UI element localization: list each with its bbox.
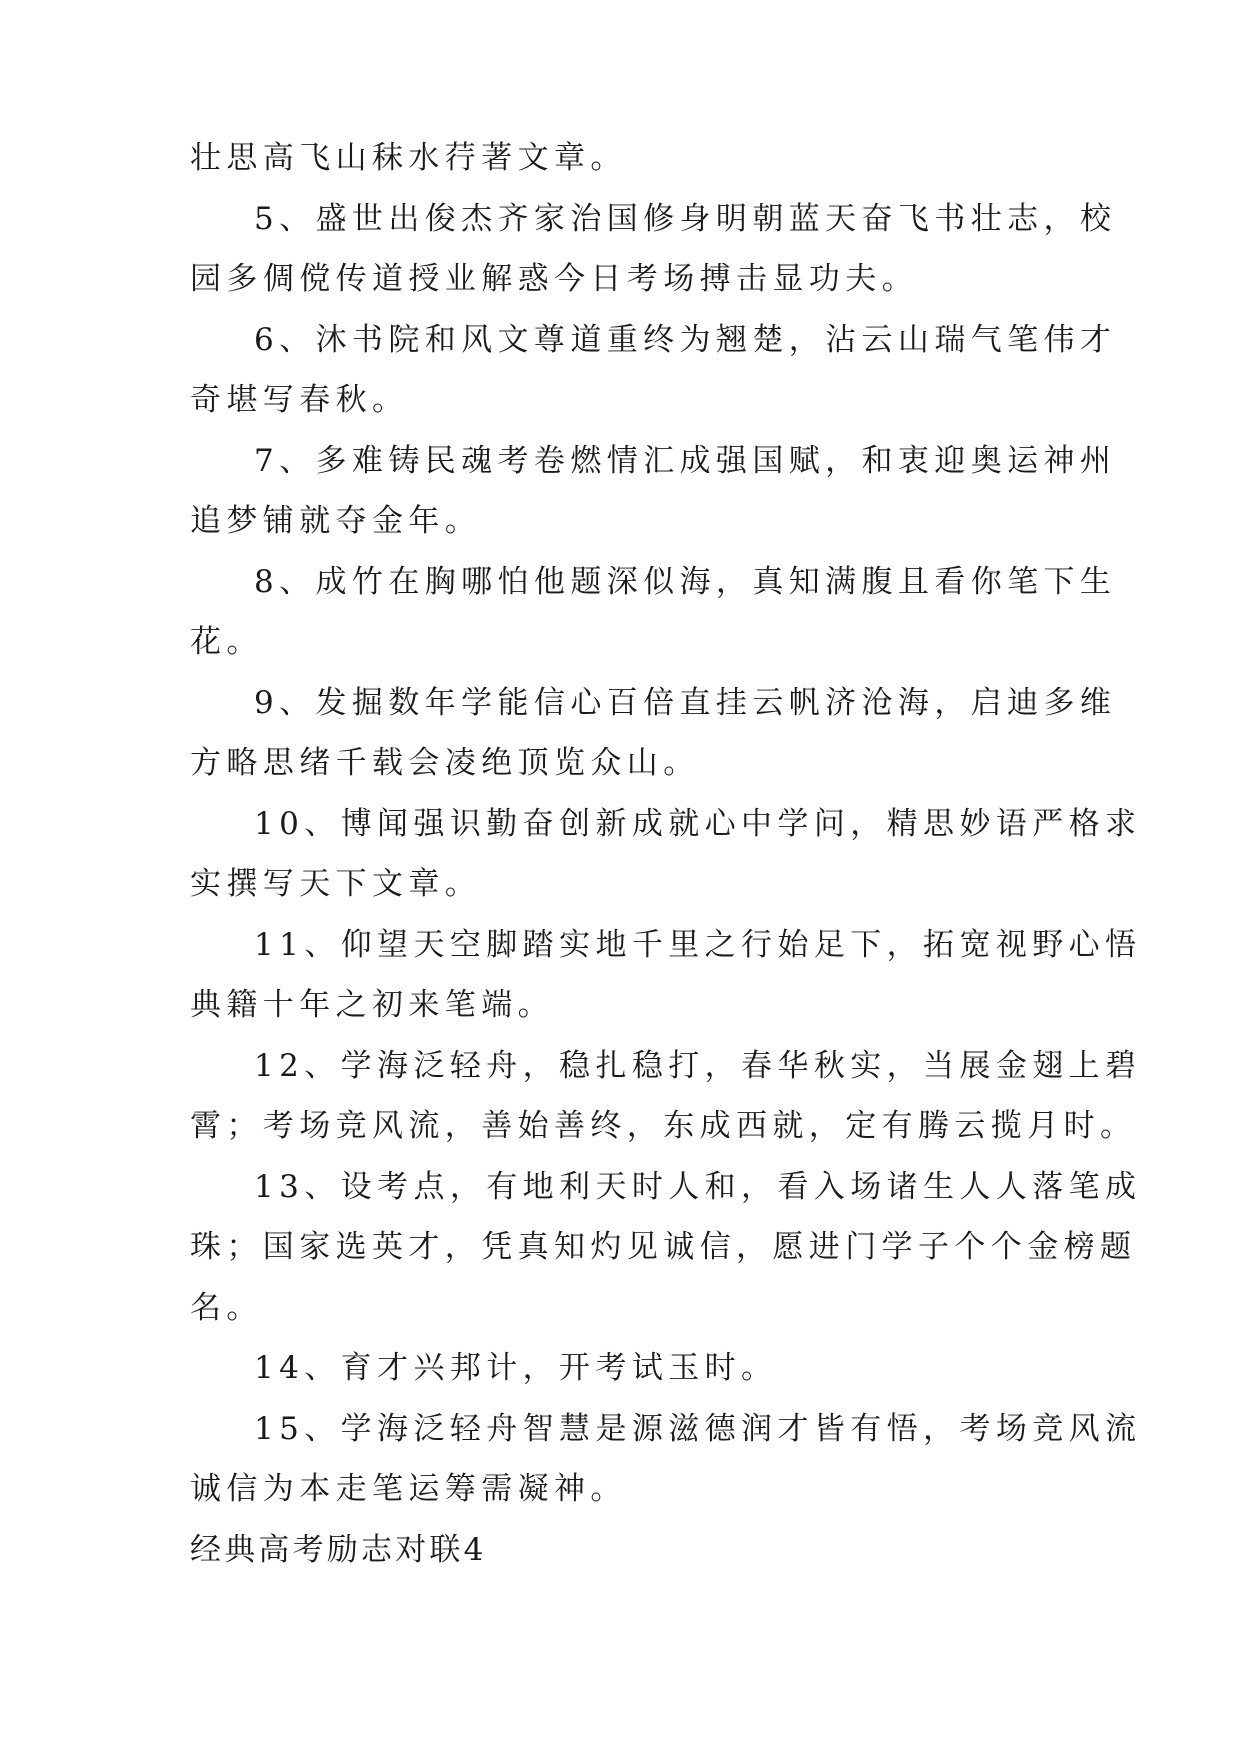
couplet-10-line-1: 10、博闻强识勤奋创新成就心中学问，精思妙语严格求: [254, 805, 1142, 842]
couplet-5-line-2: 园多倜傥传道授业解惑今日考场搏击显功夫。: [190, 261, 918, 297]
couplet-14-line-1: 14、育才兴邦计，开考试玉时。: [254, 1350, 778, 1386]
couplet-12-line-1: 12、学海泛轻舟，稳扎稳打，春华秋实，当展金翅上碧: [254, 1047, 1142, 1084]
couplet-12-line-2: 霄；考场竞风流，善始善终，东成西就，定有腾云揽月时。: [190, 1108, 1137, 1144]
couplet-13-line-1: 13、设考点，有地利天时人和，看入场诸生人人落笔成: [254, 1168, 1142, 1205]
couplet-6-line-1: 6、沐书院和风文尊道重终为翘楚，沾云山瑞气笔伟才: [254, 321, 1117, 358]
couplet-8-line-1: 8、成竹在胸哪怕他题深似海，真知满腹且看你笔下生: [254, 563, 1117, 600]
couplet-7-line-2: 追梦铺就夺金年。: [190, 503, 482, 539]
couplet-11-line-2: 典籍十年之初来笔端。: [190, 987, 554, 1023]
text-line: 壮思高飞山秣水荇著文章。: [190, 140, 627, 176]
couplet-11-line-1: 11、仰望天空脚踏实地千里之行始足下，拓宽视野心悟: [254, 926, 1142, 963]
couplet-9-line-1: 9、发掘数年学能信心百倍直挂云帆济沧海，启迪多维: [254, 684, 1117, 721]
couplet-15-line-2: 诚信为本走笔运筹需凝神。: [190, 1471, 627, 1507]
document-page: [190, 128, 1142, 1580]
couplet-7-line-1: 7、多难铸民魂考卷燃情汇成强国赋，和衷迎奥运神州: [254, 442, 1117, 479]
couplet-13-line-2: 珠；国家选英才，凭真知灼见诚信，愿进门学子个个金榜题: [190, 1229, 1137, 1265]
couplet-5-line-1: 5、盛世出俊杰齐家治国修身明朝蓝天奋飞书壮志，校: [254, 200, 1117, 237]
section-heading: 经典高考励志对联4: [190, 1531, 487, 1568]
couplet-6-line-2: 奇堪写春秋。: [190, 382, 409, 418]
couplet-9-line-2: 方略思绪千载会凌绝顶览众山。: [190, 745, 700, 781]
couplet-10-line-2: 实撰写天下文章。: [190, 866, 482, 902]
couplet-15-line-1: 15、学海泛轻舟智慧是源滋德润才皆有悟，考场竞风流: [254, 1410, 1142, 1447]
couplet-13-line-3: 名。: [190, 1289, 263, 1326]
couplet-8-line-2: 花。: [190, 624, 263, 660]
